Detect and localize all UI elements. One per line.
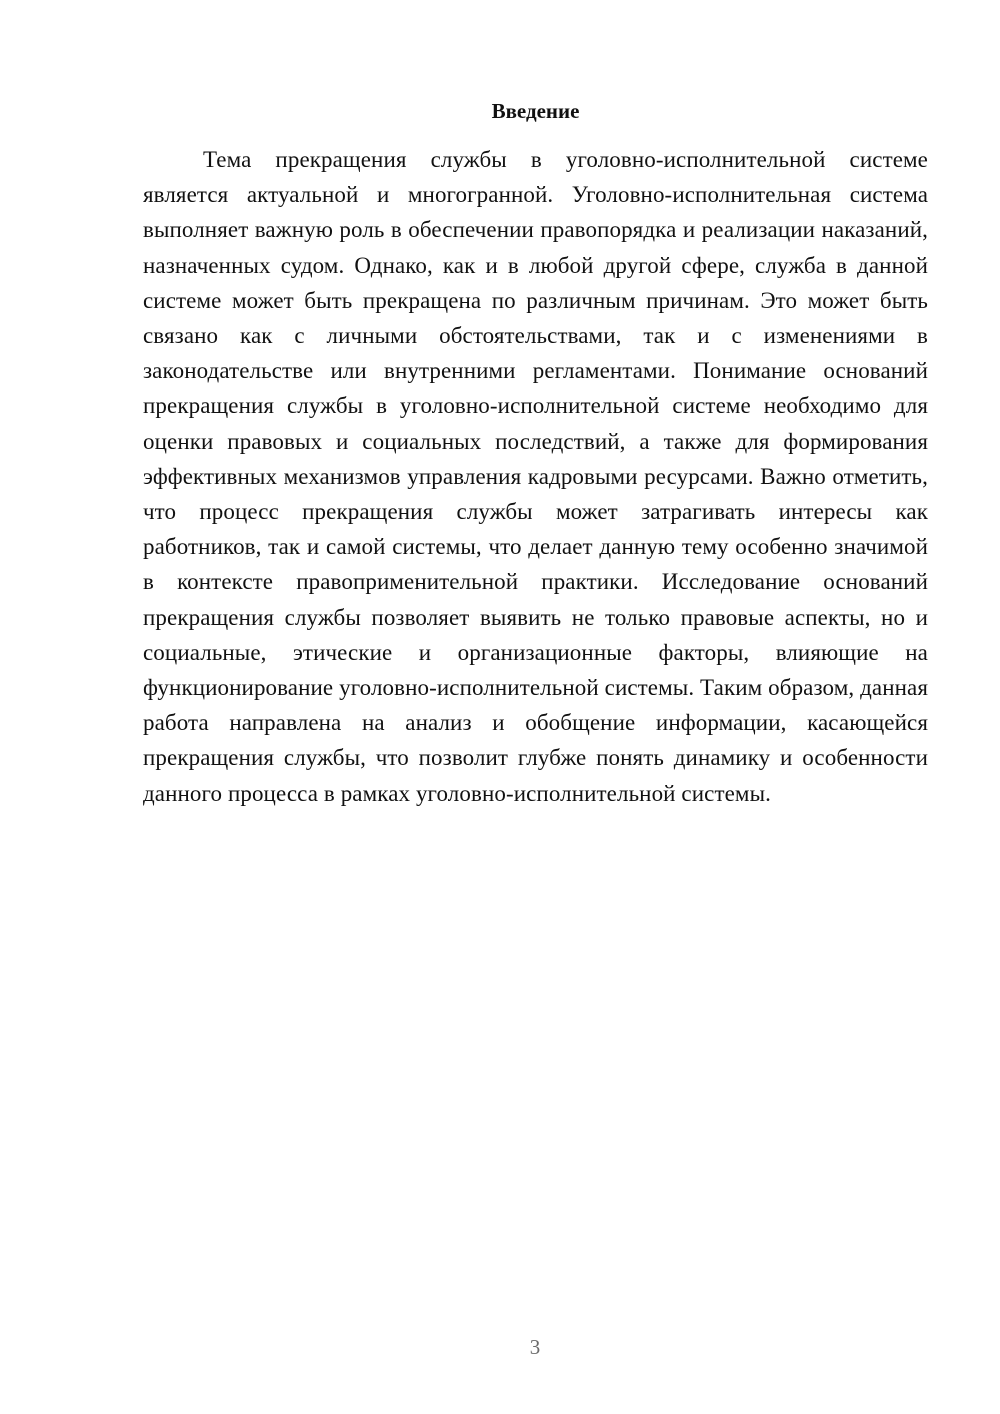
page-number: 3 — [529, 1335, 541, 1359]
section-heading: Введение — [491, 99, 580, 123]
body-paragraph: Тема прекращения службы в уголовно-исполнительной системе является актуальной и многогранной. Уголовно-исполнительная система выполняет важную роль в обеспечении правопорядка и реализации наказаний, назначенных судом. Однако, как и в любой другой сфере, служба в данной системе может быть прекращена по различным причинам. Это может быть связано как с личными обстоятельствами, так и с изменениями в законодательстве или внутренними регламентами. Понимание оснований прекращения службы в уголовно-исполнительной системе необходимо для оценки правовых и социальных последствий, а также для формирования эффективных механизмов управления кадровыми ресурсами. Важно отметить, что процесс прекращения службы может затрагивать интересы как работников, так и самой системы, что делает данную тему особенно значимой в контексте правоприменительной практики. Исследование оснований прекращения службы позволяет выявить не только правовые аспекты, но и социальные, этические и организационные факторы, влияющие на функционирование уголовно-исполнительной системы. Таким образом, данная работа направлена на анализ и обобщение информации, касающейся прекращения службы, что позволит глубже понять динамику и особенности данного процесса в рамках уголовно-исполнительной системы. — [143, 147, 928, 806]
